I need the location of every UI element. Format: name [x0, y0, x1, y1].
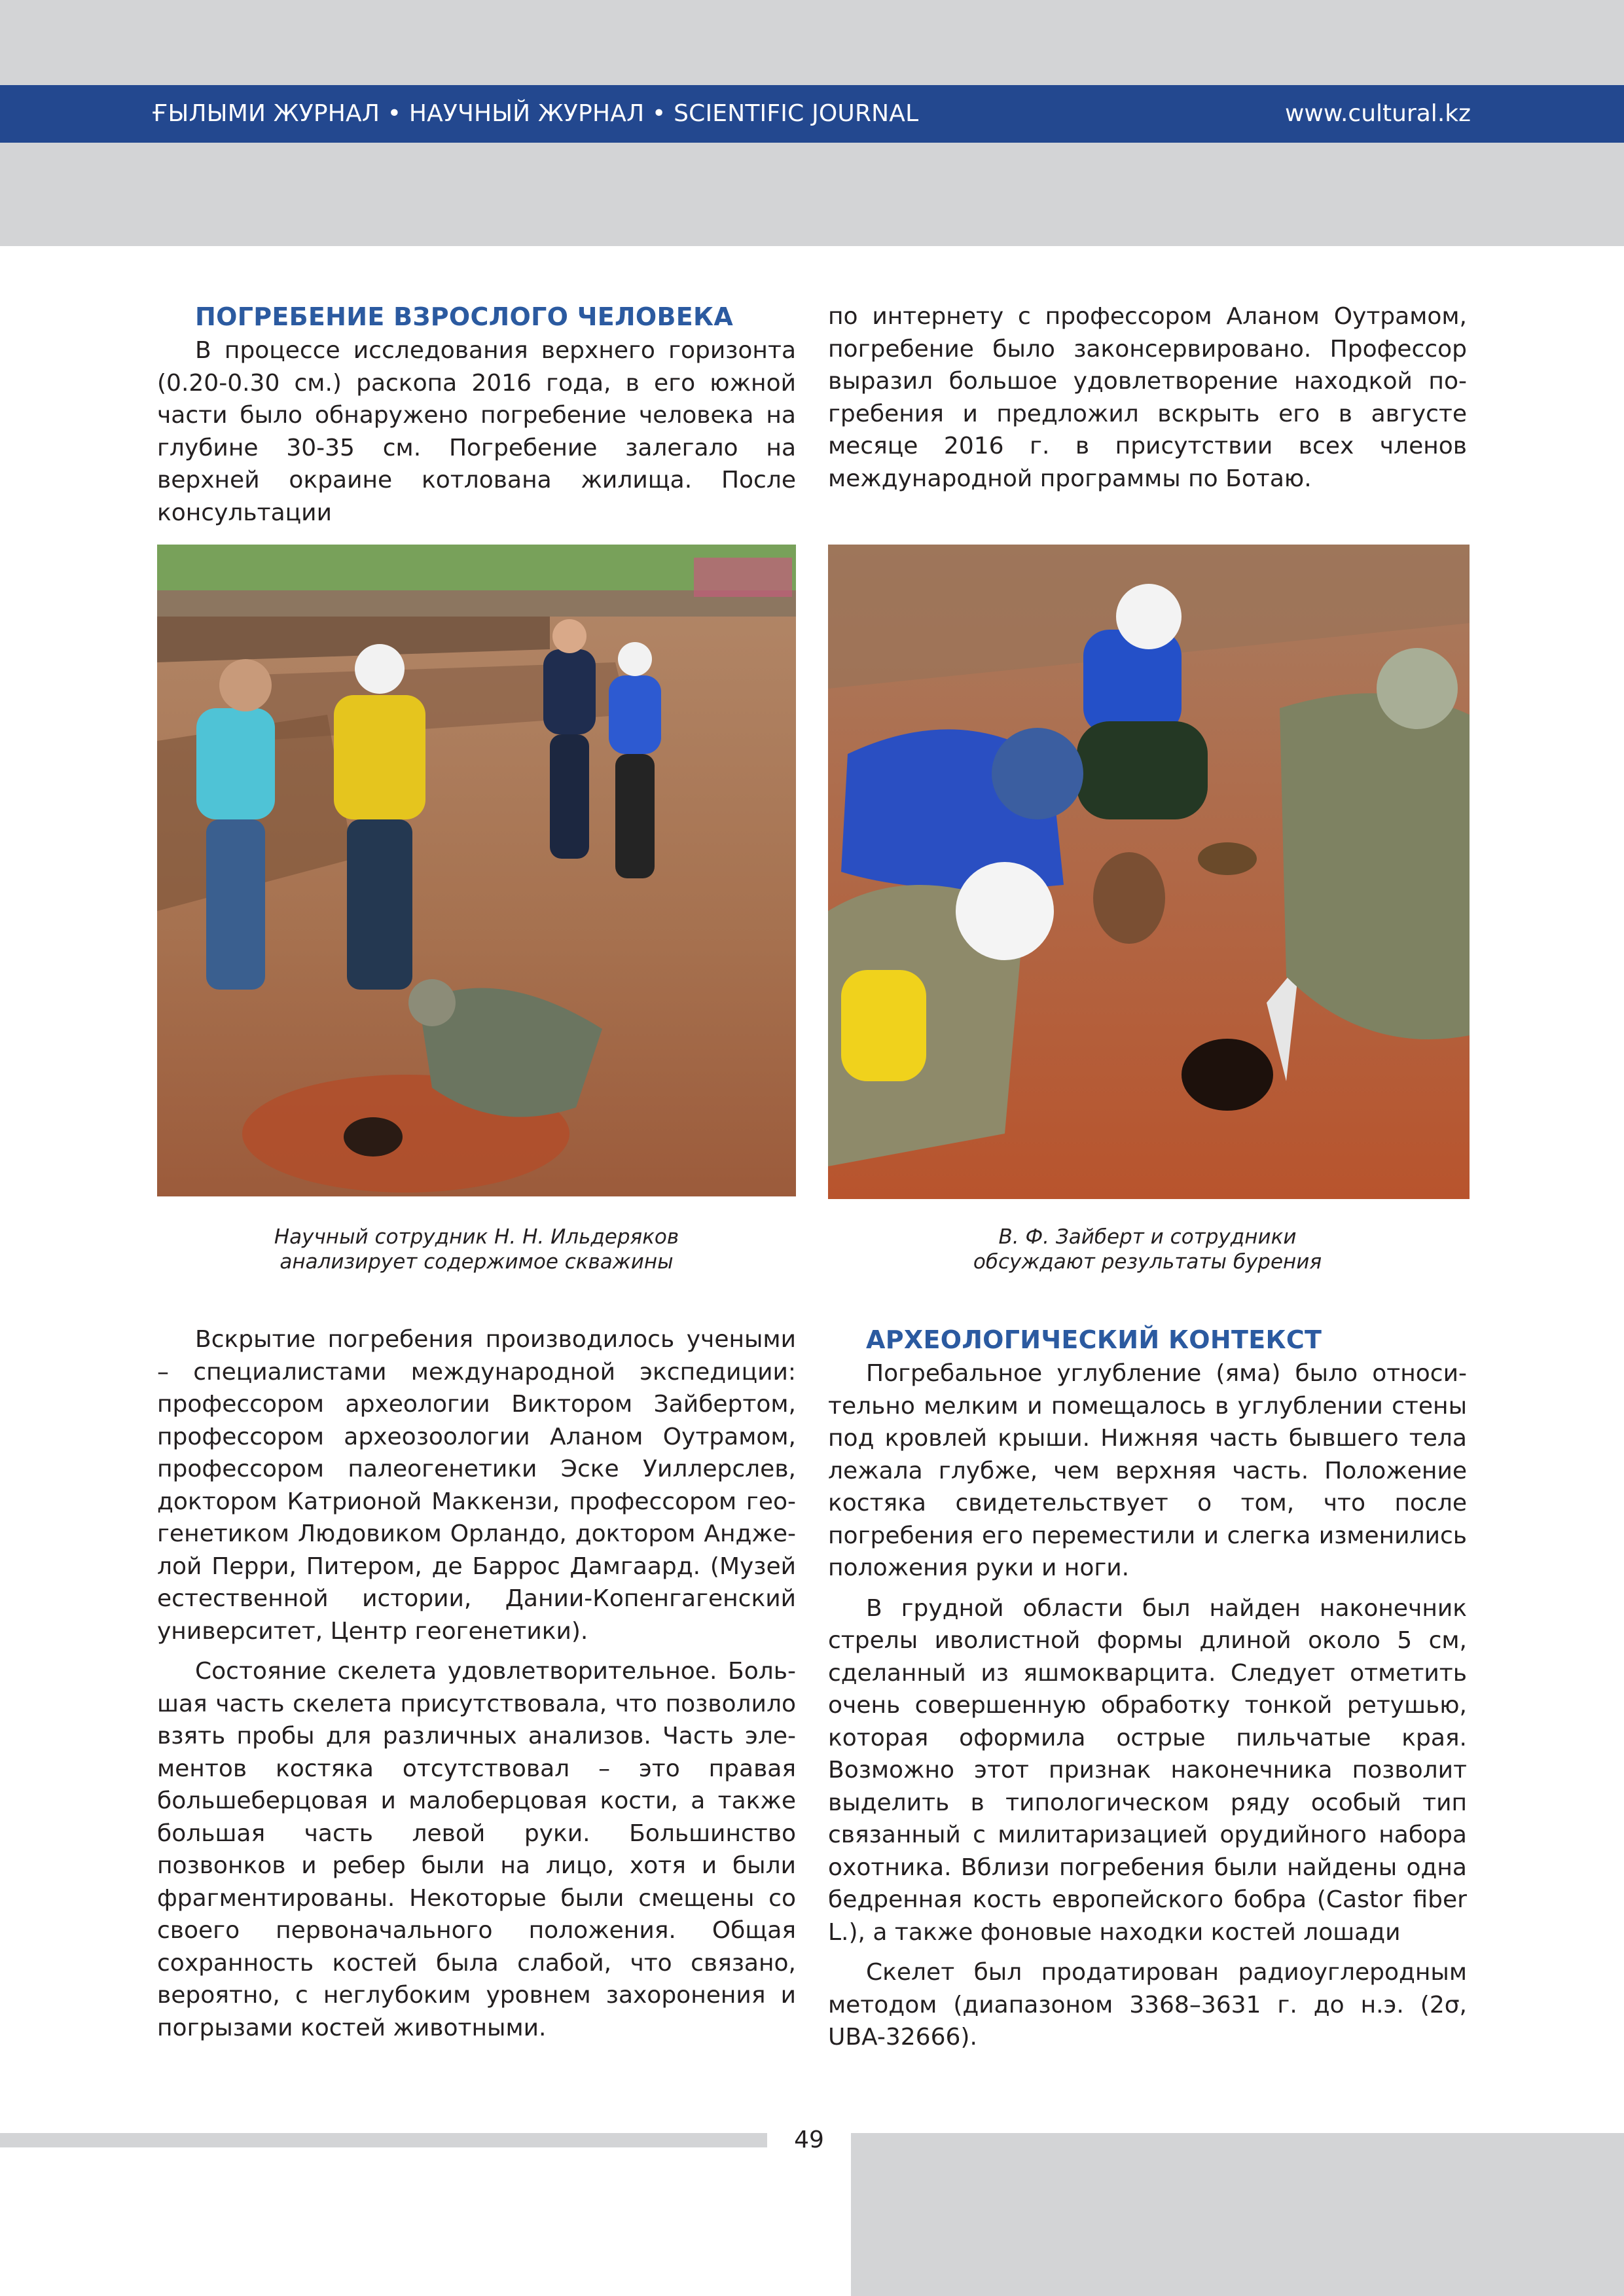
caption-right-line2: обсуждают результаты бурения [973, 1250, 1322, 1274]
paragraph-radiocarbon: Скелет был продатирован радиоуглеродным методом (диапазоном 3368–3631 г. до н.э. (2σ, UBA-32666). [828, 1959, 1467, 2051]
intro-paragraph-left: В процессе исследования верхнего горизонта (0.20-0.30 см.) раскопа 2016 года, в его южной части было обнаружено погребение человека на глубине 30-35 см. Погребение залегало на верхней окраине котлована жилища. После консультации [157, 337, 796, 526]
caption-left [157, 1225, 796, 1274]
section-heading-burial: ПОГРЕБЕНИЕ ВЗРОСЛОГО ЧЕЛОВЕКА [195, 302, 734, 331]
paragraph-arrowhead: В грудной области был найден наконечник стрелы иволистной формы длиной около 5 см, сделанный из яшмокварцита. Следует отметить очень совершенную обработку тонкой ретушью, которая оформила острые пильчатые края. Возможно этот признак наконечника позволит выделить в типологическом ряду особый тип связанный с милитаризацией орудийного набора охотника. Вблизи погребения были найдены одна бедренная кость европейского бобра (Castor fiber L.), а также фоновые находки костей лошади [828, 1594, 1467, 1946]
footer-bar [0, 2133, 767, 2147]
photo-researcher-drilling [157, 545, 796, 1196]
body-right-column [828, 1323, 1467, 2062]
body-left-column [157, 1323, 796, 2052]
website-link[interactable]: www.cultural.kz [1284, 100, 1471, 127]
caption-right-line1: В. Ф. Зайберт и сотрудники [998, 1225, 1297, 1249]
section-heading-context: АРХЕОЛОГИЧЕСКИЙ КОНТЕКСТ [866, 1325, 1322, 1354]
intro-left-column [157, 300, 796, 537]
page-number: 49 [794, 2126, 824, 2153]
footer-block [851, 2133, 1624, 2296]
caption-left-line2: анализирует содержимое скважины [280, 1250, 674, 1274]
intro-paragraph-right: по интернету с профессором Аланом Оутрамом, погребение было законсервировано. Профессор выразил большое удовлетворение находкой погребения и предложил вскрыть его в августе месяце 2016 г. в присутствии всех членов международной программы по Ботаю. [828, 303, 1467, 492]
caption-right [828, 1225, 1467, 1274]
caption-left-line1: Научный сотрудник Н. Н. Ильдеряков [274, 1225, 679, 1249]
paragraph-excavation-team: Вскрытие погребения производилось учеными – специалистами международной экспедиции: профессором археологии Виктором Зайбертом, профессором археозоологии Аланом Оутрамом, профессором палеогенетики Эске Уиллерслев, доктором Катрионой Маккензи, профессором геогенетиком Людовиком Орландо, доктором Анджелой Перри, Питером, де Баррос Дамгаард. (Музей естественной истории, Дании-Копенгагенский университет, Центр геогенетики). [157, 1326, 796, 1645]
paragraph-burial-pit: Погребальное углубление (яма) было относительно мелким и помещалось в углублении стены под кровлей крыши. Нижняя часть бывшего тела лежала глубже, чем верхняя часть. Положение костяка свидетельствует о том, что после погребения его переместили и слегка изменились положения руки и ноги. [828, 1360, 1467, 1581]
photo-team-discussion [828, 545, 1470, 1199]
journal-title: ҒЫЛЫМИ ЖУРНАЛ • НАУЧНЫЙ ЖУРНАЛ • SCIENTIFIC JOURNAL [152, 100, 919, 127]
intro-right-column [828, 300, 1467, 503]
paragraph-skeleton-condition: Состояние скелета удовлетворительное. Большая часть скелета присутствовала, что позволило взять пробы для различных анализов. Часть элементов костяка отсутствовал – это правая большеберцовая и малоберцовая кости, а также большая часть левой руки. Большинство позвонков и ребер были на лицо, хотя и были фрагментированы. Некоторые были смещены со своего первоначального положения. Общая сохранность костей была слабой, что связано, вероятно, с неглубоким уровнем захоронения и погрызами костей животными. [157, 1658, 796, 2041]
